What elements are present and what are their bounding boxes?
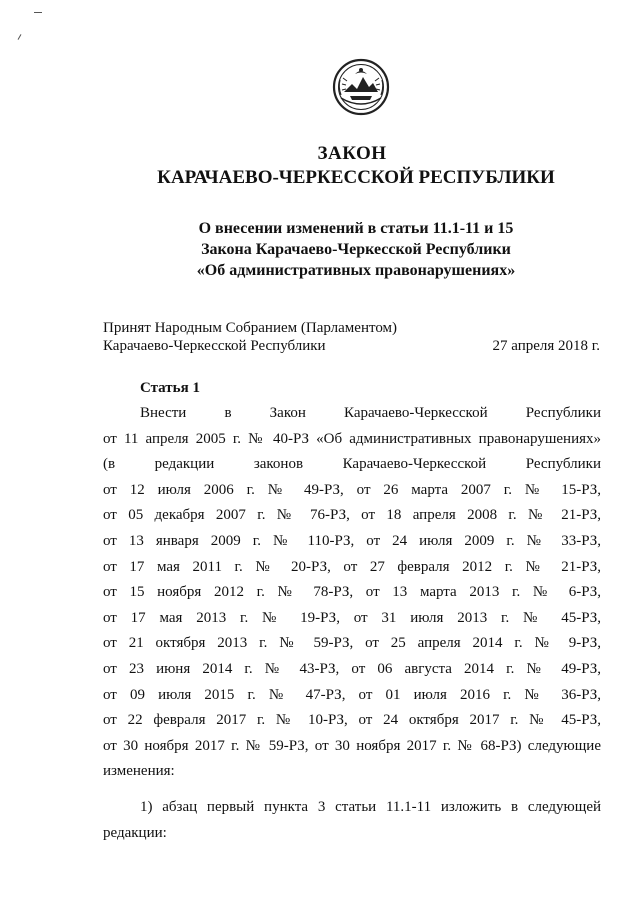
article-item-1 [103, 795, 601, 846]
item-line: редакции: [103, 824, 167, 841]
item-line: 1) абзац первый пункта 3 статьи 11.1-11 изложить в следующей [140, 799, 601, 815]
article-line: от 22 февраля 2017 г. № 10-РЗ, от 24 октября 2017 г. № 45-РЗ, [103, 712, 601, 729]
article-heading: Статья 1 [140, 380, 200, 396]
article-line: от 12 июля 2006 г. № 49-РЗ, от 26 марта 2007 г. № 15-РЗ, [103, 481, 601, 498]
law-subtitle-line: «Об административных правонарушениях» [196, 262, 516, 279]
scan-mark [34, 12, 42, 13]
adoption-text: Карачаево-Черкесской Республики [103, 338, 326, 354]
coat-of-arms-emblem [332, 58, 390, 116]
article-line: от 09 июля 2015 г. № 47-РЗ, от 01 июля 2016 г. № 36-РЗ, [103, 686, 601, 703]
article-body [103, 401, 601, 785]
article-line: от 13 января 2009 г. № 110-РЗ, от 24 июля 2009 г. № 33-РЗ, [103, 532, 601, 549]
adoption-text: Принят Народным Собранием (Парламентом) [103, 320, 398, 336]
law-title: ЗАКОН [317, 143, 387, 164]
article-line: (в редакции законов Карачаево-Черкесской Республики [103, 456, 601, 473]
article-line: от 11 апреля 2005 г. № 40-РЗ «Об административных правонарушениях» [103, 430, 601, 447]
article-line: от 17 мая 2011 г. № 20-РЗ, от 27 февраля 2012 г. № 21-РЗ, [103, 558, 601, 575]
article-line: от 15 ноября 2012 г. № 78-РЗ, от 13 марта 2013 г. № 6-РЗ, [103, 584, 601, 601]
republic-title: КАРАЧАЕВО-ЧЕРКЕССКОЙ РЕСПУБЛИКИ [157, 167, 555, 188]
law-subtitle-line: Закона Карачаево-Черкесской Республики [201, 241, 511, 258]
article-line: от 23 июня 2014 г. № 43-РЗ, от 06 августа 2014 г. № 49-РЗ, [103, 660, 601, 677]
article-line: изменения: [103, 763, 175, 780]
article-line: от 30 ноября 2017 г. № 59-РЗ, от 30 ноября 2017 г. № 68-РЗ) следующие [103, 737, 601, 754]
article-line: от 21 октября 2013 г. № 59-РЗ, от 25 апреля 2014 г. № 9-РЗ, [103, 635, 601, 652]
article-line: Внести в Закон Карачаево-Черкесской Республики [140, 405, 601, 421]
law-subtitle-line: О внесении изменений в статьи 11.1-11 и 15 [198, 220, 514, 237]
article-line: от 17 мая 2013 г. № 19-РЗ, от 31 июля 2013 г. № 45-РЗ, [103, 609, 601, 626]
adoption-date: 27 апреля 2018 г. [492, 338, 600, 354]
article-line: от 05 декабря 2007 г. № 76-РЗ, от 18 апреля 2008 г. № 21-РЗ, [103, 507, 601, 524]
scan-mark [18, 34, 22, 40]
